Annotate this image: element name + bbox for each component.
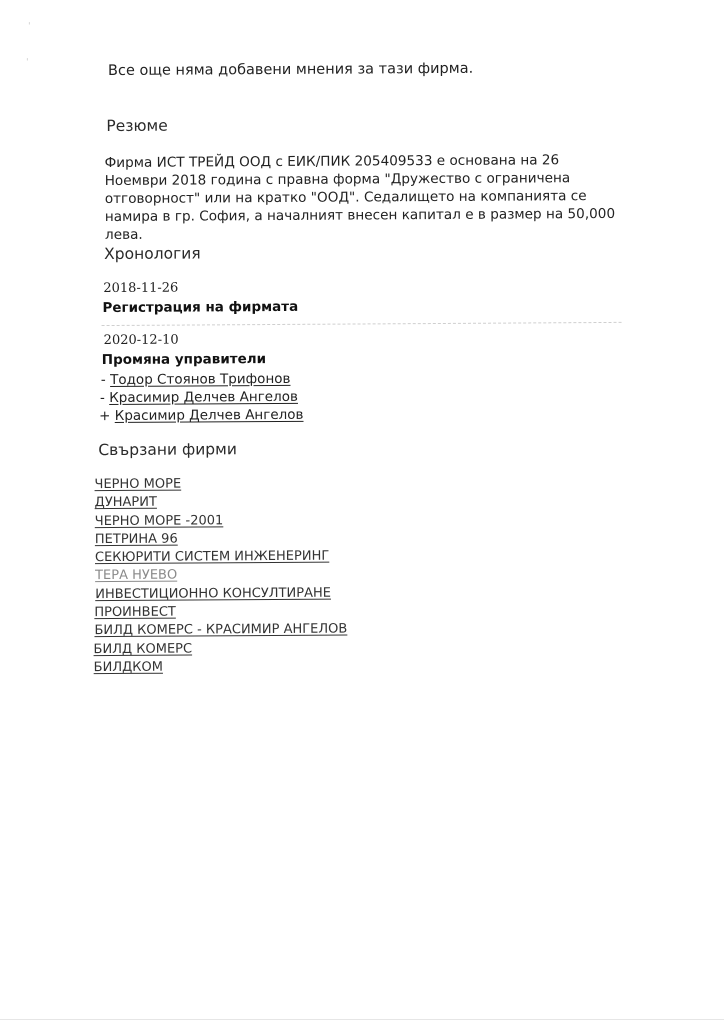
change-sign: -	[100, 372, 111, 389]
related-company-link[interactable]: БИЛД КОМЕРС	[93, 641, 193, 657]
event-divider	[102, 322, 622, 326]
resume-heading: Резюме	[106, 116, 168, 136]
manager-change-item	[100, 389, 298, 406]
related-companies-heading: Свързани фирми	[98, 440, 237, 460]
resume-paragraph: Фирма ИСТ ТРЕЙД ООД с ЕИК/ПИК 205409533 е основана на 26 Ноември 2018 година с правна форма "Дружество с ограничена отговорност" или на кратко "ООД". Седалището на компанията се намира в гр. София, а началният внесен капитал е в размер на 50,000 лева.	[104, 152, 616, 244]
scan-edge-line	[0, 1019, 724, 1020]
related-company-link[interactable]: БИЛДКОМ	[93, 659, 163, 676]
related-company-link[interactable]: ИНВЕСТИЦИОННО КОНСУЛТИРАНЕ	[95, 585, 331, 602]
no-reviews-text: Все още няма добавени мнения за тази фирма.	[107, 60, 474, 80]
related-companies-list	[94, 475, 347, 678]
related-company-link[interactable]: ПРОИНВЕСТ	[94, 604, 176, 621]
manager-link[interactable]: Красимир Делчев Ангелов	[114, 406, 304, 424]
manager-link[interactable]: Тодор Стоянов Трифонов	[110, 370, 291, 389]
manager-link[interactable]: Красимир Делчев Ангелов	[109, 388, 298, 407]
event-title: Промяна управители	[101, 351, 267, 369]
related-company-link[interactable]: ЧЕРНО МОРЕ	[94, 476, 182, 493]
event-date: 2020-12-10	[103, 332, 179, 349]
change-sign: +	[99, 407, 115, 425]
scan-speck-mark: ˈ	[26, 58, 29, 68]
event-title: Регистрация на фирмата	[102, 298, 299, 317]
event-date: 2018-11-26	[103, 280, 179, 297]
related-company-link[interactable]: ПЕТРИНА 96	[94, 531, 178, 547]
related-company-link[interactable]: ЧЕРНО МОРЕ -2001	[94, 512, 224, 529]
manager-change-item	[101, 371, 291, 388]
related-company-link[interactable]: ДУНАРИТ	[94, 495, 157, 511]
manager-change-item	[99, 407, 303, 424]
related-company-link[interactable]: СЕКЮРИТИ СИСТЕМ ИНЖЕНЕРИНГ	[94, 548, 330, 566]
chronology-heading: Хронология	[104, 244, 201, 264]
scan-speck-mark: ˈ	[28, 22, 31, 32]
related-company-link[interactable]: БИЛД КОМЕРС - КРАСИМИР АНГЕЛОВ	[94, 621, 348, 639]
related-company-link[interactable]: ТЕРА НУЕВО	[95, 568, 178, 584]
change-sign: -	[99, 390, 110, 407]
